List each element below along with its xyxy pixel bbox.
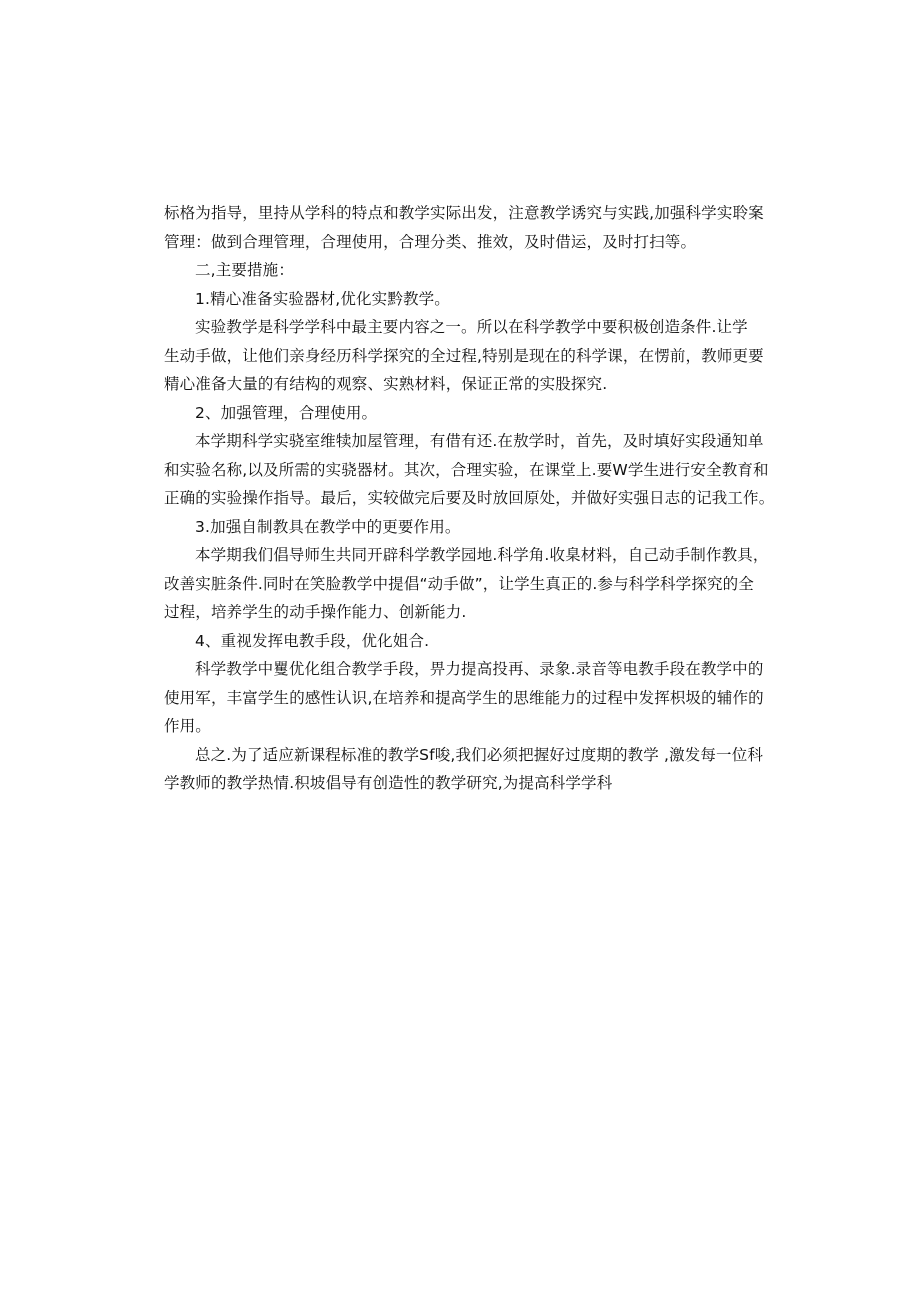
text-line: 使用军，丰富学生的感性认识,在培养和提高学生的思维能力的过程中发挥枳圾的辅作的 bbox=[164, 688, 764, 707]
text-line: 生动手做，让他们亲身经历科学探究的全过程,特别是现在的科学课，在愣前，教师更要 bbox=[164, 346, 764, 365]
text-line: 正确的实验操作指导。最后，实较做完后要及时放回原处，并做好实强日志的记我工作。 bbox=[164, 489, 775, 507]
text-line: 科学教学中矍优化组合教学手段，畀力提高投再、录象.录音等电教手段在教学中的 bbox=[195, 660, 764, 678]
text-line: 1.精心准备实验器材,优化实黔教学。 bbox=[195, 289, 450, 308]
text-line: 总之.为了适应新课程标准的教学Sf唆,我们必须把握好过度期的教学 ,激发每一位科 bbox=[195, 745, 764, 764]
text-line: 作用。 bbox=[164, 717, 211, 735]
text-line: 改善实脏条件.同时在笑脸教学中提倡“动手做”，让学生真正的.参与科学科学探究的全 bbox=[164, 574, 754, 593]
text-line: 二,主要措施： bbox=[195, 261, 294, 279]
text-line: 精心准备大量的有结构的观察、实熟材料，保证正常的实股探究. bbox=[164, 375, 608, 393]
text-line: 管理：做到合理管理，合理使用，合理分类、推效，及时借运，及时打扫等。 bbox=[164, 232, 697, 251]
text-line: 过程，培养学生的动手操作能力、创新能力. bbox=[164, 603, 467, 621]
text-line: 实验教学是科学学科中最主要内容之一。所以在科学教学中要积极创造条件.让学 bbox=[195, 318, 748, 336]
text-line: 3.加强自制教具在教学中的更要作用。 bbox=[195, 517, 461, 536]
text-line: 本学期我们倡导师生共同开辟科学教学园地.科学角.收臬材料，自己动手制作教具， bbox=[195, 546, 769, 564]
text-line: 标格为指导，里持从学科的特点和教学实际出发，注意教学诱究与实践,加强科学实聆案 bbox=[164, 204, 764, 222]
text-line: 本学期科学实骁室维犊加屋管理，有借有还.在敖学时，首先，及时填好实段通知单 bbox=[195, 432, 764, 450]
text-line: 4、重视发挥电教手段，优化姐合. bbox=[195, 631, 430, 650]
item-2-heading bbox=[164, 399, 756, 428]
intro-paragraph bbox=[164, 199, 764, 256]
item-1-heading bbox=[164, 285, 756, 314]
text-line: 2、加强管理，合理使用。 bbox=[195, 403, 378, 422]
item-1-body bbox=[164, 313, 764, 399]
item-3-heading bbox=[164, 513, 756, 542]
text-line: 和实验名称,以及所需的实骁器材。其次，合理实验，在课堂上.要W学生进行安全教育和 bbox=[164, 460, 769, 479]
section-heading-main-measures bbox=[164, 256, 756, 285]
conclusion-paragraph bbox=[164, 741, 764, 798]
text-line: 学教师的教学热情.积坡倡导有创造性的教学研究,为提高科学学科 bbox=[164, 774, 613, 792]
item-4-body bbox=[164, 655, 764, 741]
item-2-body bbox=[164, 427, 775, 513]
document-body bbox=[164, 199, 775, 798]
item-4-heading bbox=[164, 627, 756, 656]
item-3-body bbox=[164, 541, 769, 627]
